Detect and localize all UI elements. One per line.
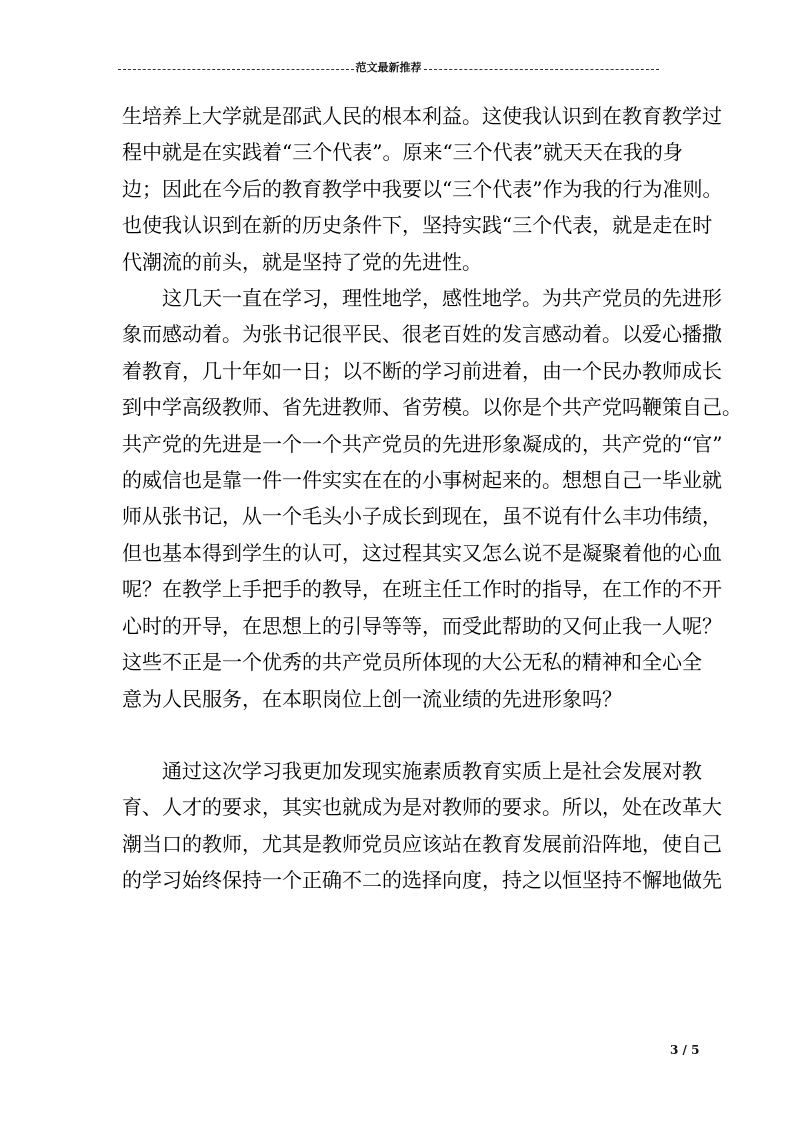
document-body: [122, 98, 742, 899]
text-line: 呢？在教学上手把手的教导，在班主任工作时的指导，在工作的不开: [122, 577, 722, 602]
header-divider-right: [424, 69, 660, 70]
text-line: 也使我认识到在新的历史条件下，坚持实践“三个代表，就是走在时: [122, 213, 713, 238]
text-line: 共产党的先进是一个一个共产党员的先进形象凝成的，共产党的“官”: [122, 431, 723, 456]
text-line: 通过这次学习我更加发现实施素质教育实质上是社会发展对教: [122, 758, 702, 783]
text-line: 象而感动着。为张书记很平民、很老百姓的发言感动着。以爱心播撒: [122, 322, 722, 347]
text-line: 边；因此在今后的教育教学中我要以“三个代表”作为我的行为准则。: [122, 176, 723, 201]
text-line: 生培养上大学就是邵武人民的根本利益。这使我认识到在教育教学过: [122, 104, 722, 128]
text-line: 这些不正是一个优秀的共产党员所体现的大公无私的精神和全心全: [122, 650, 702, 675]
text-line: 意为人民服务，在本职岗位上创一流业绩的先进形象吗？: [122, 686, 622, 711]
page-header: [118, 60, 659, 74]
text-line: 这几天一直在学习，理性地学，感性地学。为共产党员的先进形: [122, 286, 722, 311]
text-line: 育、人才的要求，其实也就成为是对教师的要求。所以，处在改革大: [122, 795, 722, 820]
text-line: 心时的开导，在思想上的引导等等，而受此帮助的又何止我一人呢？: [122, 613, 722, 638]
text-line: 潮当口的教师，尤其是教师党员应该站在教育发展前沿阵地，使自己: [122, 831, 722, 856]
paragraph-spacer: [122, 717, 682, 753]
page-number: 3 / 5: [670, 1043, 700, 1057]
text-line: 的威信也是靠一件一件实实在在的小事树起来的。想想自己一毕业就: [122, 468, 722, 493]
paragraph-3: [122, 753, 722, 899]
header-title: 范文最新推荐: [355, 61, 422, 74]
text-line: 程中就是在实践着“三个代表”。原来“三个代表”就天天在我的身: [122, 140, 683, 165]
paragraph-1: [122, 98, 723, 280]
text-line: 但也基本得到学生的认可，这过程其实又怎么说不是凝聚着他的心血: [122, 540, 722, 565]
text-line: 到中学高级教师、省先进教师、省劳模。以你是个共产党吗鞭策自己。: [122, 395, 742, 420]
text-line: 师从张书记，从一个毛头小子成长到现在，虽不说有什么丰功伟绩，: [122, 504, 722, 529]
text-line: 的学习始终保持一个正确不二的选择向度，持之以恒坚持不懈地做先: [122, 868, 722, 893]
header-divider-left: [118, 69, 354, 70]
text-line: 代潮流的前头，就是坚持了党的先进性。: [122, 249, 482, 274]
paragraph-2: [122, 280, 742, 717]
text-line: 着教育，几十年如一日；以不断的学习前进着，由一个民办教师成长: [122, 358, 722, 383]
